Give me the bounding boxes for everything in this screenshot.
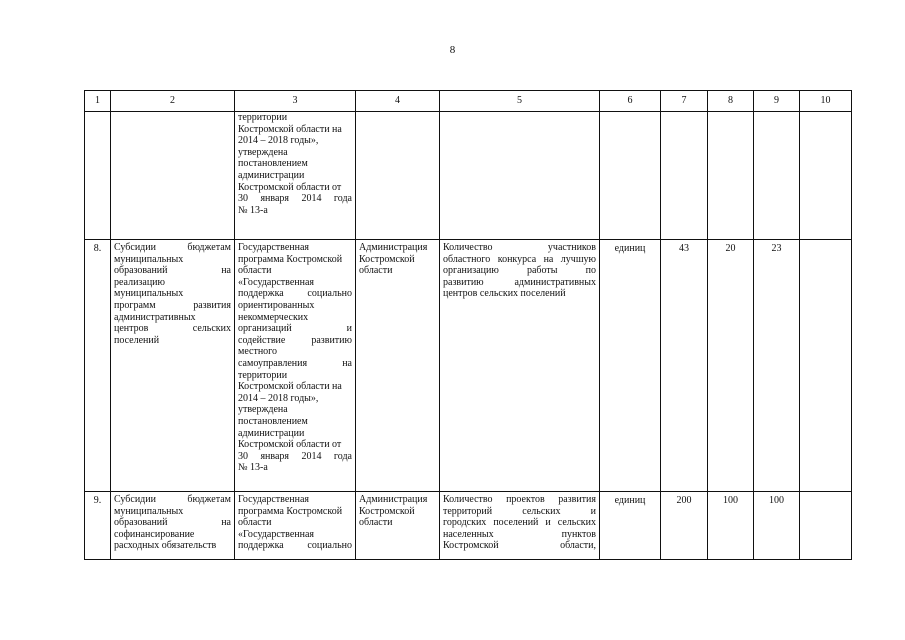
cell-value	[708, 112, 754, 240]
cell-line: № 13-а	[238, 462, 268, 474]
header-cell: 3	[235, 91, 356, 112]
indicators-table	[84, 90, 852, 560]
cell-line: Количество участников	[443, 242, 596, 253]
cell-indicator	[440, 492, 600, 560]
cell-value-2015: 100	[708, 492, 754, 560]
cell-line: постановлением	[238, 415, 308, 427]
cell-indicator	[440, 240, 600, 492]
cell-line: «Государственная	[238, 276, 315, 288]
cell-line: Администрация	[359, 494, 428, 505]
cell-line: постановлением	[238, 158, 308, 170]
cell-unit	[600, 112, 661, 240]
cell-line: образований на	[114, 265, 231, 277]
cell-line: области	[238, 517, 272, 529]
cell-line: некоммерческих	[238, 311, 309, 323]
cell-line: развитию административных	[443, 276, 596, 288]
cell-line: области	[359, 517, 393, 529]
cell-index: 8.	[85, 240, 111, 492]
table-row	[85, 492, 852, 560]
cell-line: самоуправления на	[238, 357, 352, 369]
cell-line: Костромской области от	[238, 181, 342, 193]
cell-line: областного конкурса на лучшую	[443, 253, 596, 265]
cell-line: Государственная	[238, 494, 310, 505]
cell-line: 2014 – 2018 годы»,	[238, 135, 319, 147]
cell-value-2015: 20	[708, 240, 754, 492]
cell-measure	[111, 240, 235, 492]
cell-line: администрации	[238, 427, 305, 439]
cell-line: Администрация	[359, 242, 428, 253]
cell-line: Костромской	[359, 253, 415, 265]
cell-line: муниципальных	[114, 288, 184, 300]
header-row	[85, 91, 852, 112]
cell-line: 30 января 2014 года	[238, 450, 352, 462]
cell-line: Субсидии бюджетам	[114, 494, 231, 505]
cell-line: местного	[238, 346, 278, 358]
header-cell: 8	[708, 91, 754, 112]
header-cell: 1	[85, 91, 111, 112]
cell-value-2014: 200	[661, 492, 708, 560]
cell-value-2014: 43	[661, 240, 708, 492]
cell-program	[235, 492, 356, 560]
cell-line: области	[238, 265, 272, 277]
page-number: 8	[449, 44, 456, 56]
cell-line: администрации	[238, 169, 305, 181]
cell-line: программ развития	[114, 299, 231, 311]
cell-line: Костромской	[359, 505, 415, 517]
cell-program	[235, 240, 356, 492]
cell-line: территории	[238, 112, 288, 123]
cell-line: «Государственная	[238, 528, 315, 540]
cell-value	[661, 112, 708, 240]
cell-measure	[111, 112, 235, 240]
cell-line: организаций и	[238, 323, 352, 335]
cell-line: административных	[114, 311, 196, 323]
cell-line: городских поселений и сельских	[443, 517, 596, 529]
cell-value	[800, 112, 852, 240]
cell-line: программа Костромской	[238, 253, 343, 265]
cell-line: № 13-а	[238, 204, 268, 216]
header-cell: 9	[754, 91, 800, 112]
cell-line: ориентированных	[238, 299, 315, 311]
cell-line: Субсидии бюджетам	[114, 242, 231, 253]
cell-line: Костромской области на	[238, 381, 342, 393]
cell-line: Количество проектов развития	[443, 494, 596, 505]
cell-value-2017	[800, 240, 852, 492]
cell-line: поддержка социально	[238, 540, 352, 552]
cell-line: образований на	[114, 517, 231, 529]
header-cell: 6	[600, 91, 661, 112]
cell-unit: единиц	[600, 492, 661, 560]
cell-indicator	[440, 112, 600, 240]
cell-value-2016: 23	[754, 240, 800, 492]
cell-line: центров сельских поселений	[443, 288, 566, 300]
cell-index: 9.	[85, 492, 111, 560]
cell-program	[235, 112, 356, 240]
cell-line: утверждена	[238, 146, 288, 158]
cell-line: утверждена	[238, 404, 288, 416]
cell-measure	[111, 492, 235, 560]
cell-unit: единиц	[600, 240, 661, 492]
cell-line: области	[359, 265, 393, 277]
cell-line: Костромской области от	[238, 439, 342, 451]
cell-line: Костромской области на	[238, 123, 342, 135]
cell-line: содействие развитию	[238, 334, 352, 346]
cell-line: населенных пунктов	[443, 528, 596, 540]
cell-administrator	[356, 112, 440, 240]
header-cell: 7	[661, 91, 708, 112]
cell-line: территорий сельских и	[443, 505, 596, 517]
header-cell: 5	[440, 91, 600, 112]
cell-line: поддержка социально	[238, 288, 352, 300]
cell-value-2017	[800, 492, 852, 560]
header-cell: 2	[111, 91, 235, 112]
cell-line: 2014 – 2018 годы»,	[238, 392, 319, 404]
cell-administrator	[356, 240, 440, 492]
header-cell: 4	[356, 91, 440, 112]
cell-line: Костромской области,	[443, 540, 596, 552]
cell-value	[754, 112, 800, 240]
cell-line: территории	[238, 369, 288, 381]
cell-index	[85, 112, 111, 240]
cell-value-2016: 100	[754, 492, 800, 560]
cell-line: программа Костромской	[238, 505, 343, 517]
cell-line: организацию работы по	[443, 265, 596, 277]
cell-line: муниципальных	[114, 505, 184, 517]
cell-line: 30 января 2014 года	[238, 193, 352, 205]
cell-line: муниципальных	[114, 253, 184, 265]
cell-line: поселений	[114, 334, 160, 346]
cell-line: реализацию	[114, 276, 165, 288]
cell-line: центров сельских	[114, 323, 231, 335]
header-cell: 10	[800, 91, 852, 112]
cell-administrator	[356, 492, 440, 560]
cell-line: Государственная	[238, 242, 310, 253]
cell-line: расходных обязательств	[114, 540, 217, 552]
cell-line: софинансирование	[114, 528, 195, 540]
table-row	[85, 240, 852, 492]
table-row	[85, 112, 852, 240]
